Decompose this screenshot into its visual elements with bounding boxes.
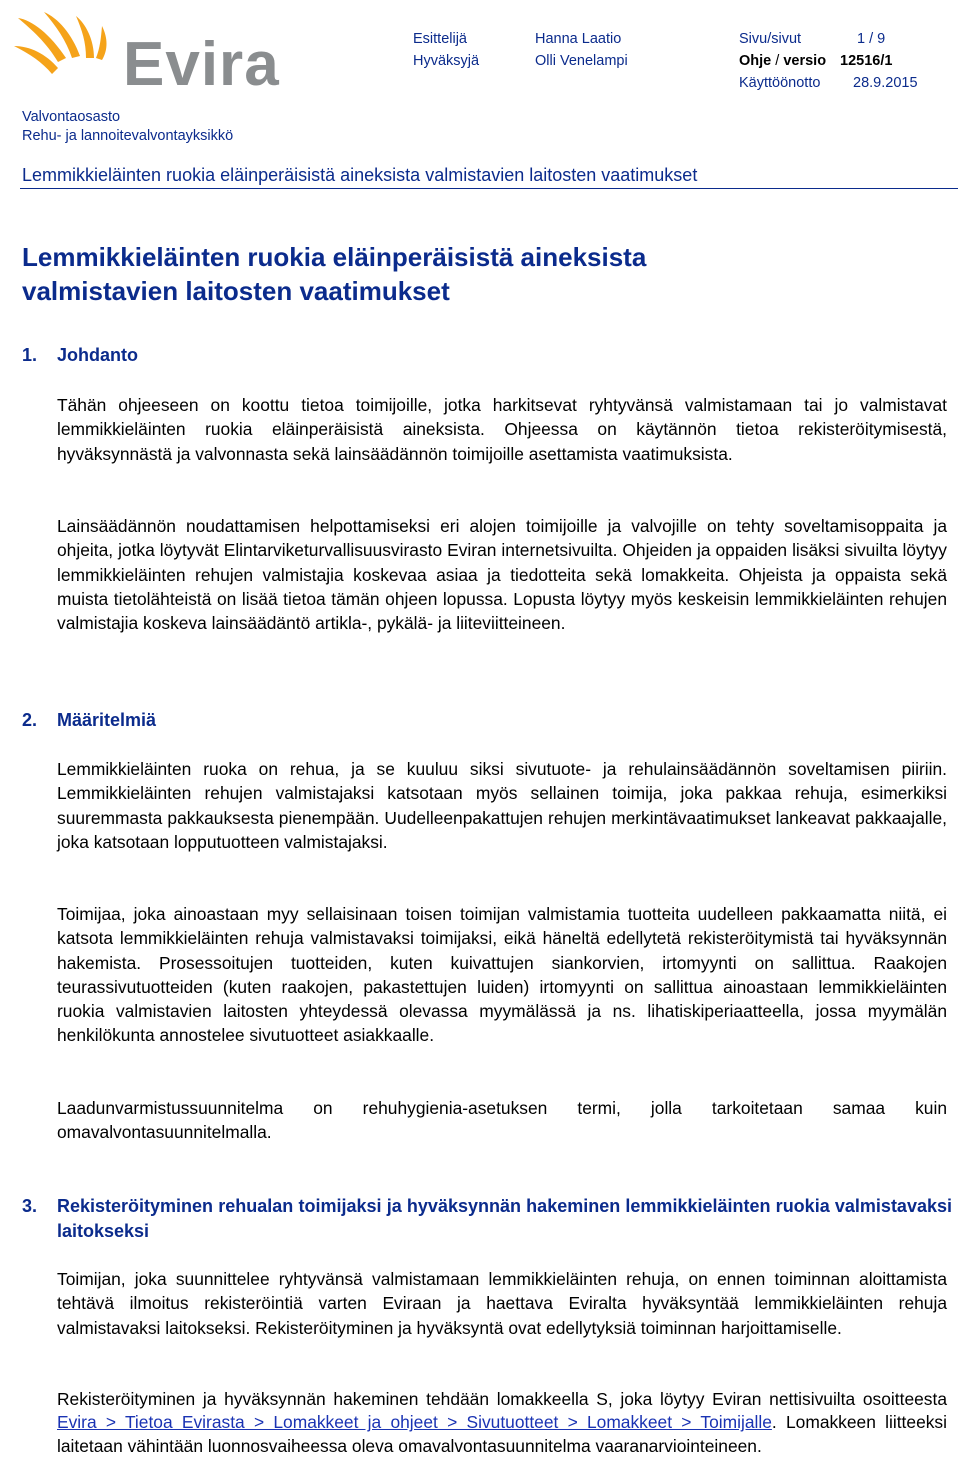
section-1-heading — [22, 343, 952, 368]
presenter-label: Esittelijä — [413, 31, 467, 47]
section-number: 1. — [22, 345, 38, 365]
section-2-heading — [22, 708, 952, 733]
evira-logo — [14, 12, 280, 99]
page-title: Lemmikkieläinten ruokia eläinperäisistä aineksista valmistavien laitosten vaatimukset — [22, 242, 647, 306]
approver-name: Olli Venelampi — [535, 53, 628, 69]
section-2-paragraph-2: Toimijaa, joka ainoastaan myy sellaisinaan toisen toimijan valmistamia tuotteita uudelleen pakkaamatta niitä, ei katsota lemmikkieläinten rehuja valmistavaksi toimijaksi, eikä häneltä edellytetä rekisteröitymistä tai hyväksynnän hakemista. Prosessoitujen tuotteiden, kuten kuivattujen siankorvien, irtomyynti on sallittua. Raakojen teurassivutuotteiden (kuten raakojen, pakastettujen luiden) irtomyynti on sallittua ainoastaan lemmikkieläinten ruokia valmistavien laitosten yhteydessä olevassa myymälässä ja ns. lihatiskiperiaatteella, jossa myymälän henkilökunta annostelee sivutuotteet asiakkaalle. — [57, 904, 947, 1046]
section-number: 2. — [22, 710, 38, 730]
version-value: 12516/1 — [840, 53, 893, 69]
section-number: 3. — [22, 1196, 38, 1216]
section-2-paragraph-3: Laadunvarmistussuunnitelma on rehuhygienia-asetuksen termi, jolla tarkoitetaan samaa kuin omavalvontasuunnitelmalla. — [57, 1098, 947, 1143]
version-label: Ohje / versio — [739, 53, 827, 69]
running-header-title: Lemmikkieläinten ruokia eläinperäisistä aineksista valmistavien laitosten vaatimukset — [22, 165, 698, 185]
section-3-paragraph-2: Rekisteröityminen ja hyväksynnän hakeminen tehdään lomakkeella S, joka löytyy Eviran nettisivuilta osoitteesta Evira > Tietoa Evirasta > Lomakkeet ja ohjeet > Sivutuotteet > Lomakkeet > Toimijalle. Lomakkeen liitteeksi laitetaan vähintään luonnosvaiheessa oleva omavalvontasuunnitelma vaaranarviointeineen. — [57, 1389, 947, 1456]
section-2-paragraph-1: Lemmikkieläinten ruoka on rehua, ja se kuuluu siksi sivutuote- ja rehulainsäädännön soveltamisen piiriin. Lemmikkieläinten rehujen valmistajaksi katsotaan myös sellainen toimija, joka pakkaa rehuja, esimerkiksi suuremmasta pakkauksesta pienempään. Uudelleenpakattujen rehujen merkintävaatimukset lankeavat pakkaajalle, joka katsotaan lopputuotteen valmistajaksi. — [57, 759, 947, 852]
unit-name: Rehu- ja lannoitevalvontayksikkö — [22, 128, 234, 144]
presenter-name: Hanna Laatio — [535, 31, 622, 47]
sun-rays-icon — [14, 12, 124, 92]
section-title: Johdanto — [57, 345, 138, 365]
evira-forms-link[interactable]: Evira > Tietoa Evirasta > Lomakkeet ja ohjeet > Sivutuotteet > Lomakkeet > Toimijalle — [57, 1412, 772, 1433]
section-3-heading — [22, 1194, 952, 1244]
page-label: Sivu/sivut — [739, 31, 802, 47]
section-3-paragraph-1: Toimijan, joka suunnittelee ryhtyvänsä valmistamaan lemmikkieläinten rehuja, on ennen toiminnan aloittamista tehtävä ilmoitus rekisteröintiä varten Eviraan ja haettava Eviralta hyväksyntää lemmikkieläinten rehuja valmistavaksi laitokseksi. Rekisteröityminen ja hyväksyntä ovat edellytyksiä toiminnan harjoittamiselle. — [57, 1269, 947, 1338]
section-title: Määritelmiä — [57, 710, 157, 730]
logo-wordmark: Evira — [123, 30, 280, 99]
page-value: 1 / 9 — [857, 31, 886, 47]
department-name: Valvontaosasto — [22, 109, 121, 125]
section-1-paragraph-2: Lainsäädännön noudattamisen helpottamiseksi eri alojen toimijoille ja valvojille on tehty soveltamisoppaita ja ohjeita, jotka löytyvät Elintarviketurvallisuusvirasto Eviran internetsivuilta. Ohjeiden ja oppaiden lisäksi sivuilta löytyy lemmikkieläinten rehujen valmistajia koskevaa asiaa ja tiedotteita sekä lomakkeita. Ohjeista ja oppaista sekä muista tietolähteistä on lisää tietoa tämän ohjeen lopussa. Lopusta löytyy myös keskeisin lemmikkieläinten rehujen valmistajia koskeva lainsäädäntö artikla-, pykälä- ja liiteviitteineen. — [57, 516, 947, 634]
section-1-paragraph-1: Tähän ohjeeseen on koottu tietoa toimijoille, jotka harkitsevat ryhtyvänsä valmistamaan tai jo valmistavat lemmikkieläinten ruokia eläinperäisistä aineksista. Ohjeessa on käytännön tietoa rekisteröitymisestä, hyväksynnästä ja valvonnasta sekä lainsäädännön toimijoille asettamista vaatimuksista. — [57, 395, 947, 464]
deploy-date: 28.9.2015 — [853, 75, 918, 91]
section-title: Rekisteröityminen rehualan toimijaksi ja hyväksynnän hakeminen lemmikkieläinten ruokia valmistavaksi laitokseksi — [57, 1196, 952, 1241]
deploy-label: Käyttöönotto — [739, 75, 821, 91]
approver-label: Hyväksyjä — [413, 53, 480, 69]
header-divider — [20, 188, 958, 189]
department-block — [22, 108, 233, 146]
